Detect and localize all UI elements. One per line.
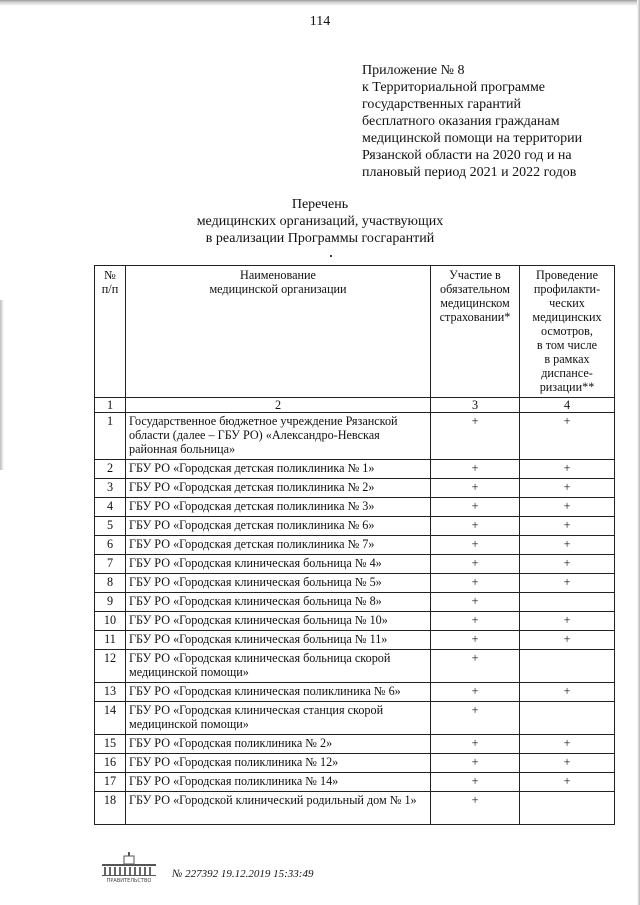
annex-line: плановый период 2021 и 2022 годов — [362, 165, 577, 180]
header-name-line: Наименование — [240, 268, 316, 282]
row-num: 5 — [95, 517, 126, 536]
index-cell: 3 — [431, 398, 520, 413]
row-org-name: ГБУ РО «Городская детская поликлиника № 2» — [126, 479, 431, 498]
row-oms-mark: + — [431, 702, 520, 735]
header-prof-line: в рамках — [544, 352, 590, 366]
row-num: 9 — [95, 593, 126, 612]
list-title-line: в реализации Программы госгарантий — [205, 231, 435, 246]
table-row — [95, 460, 615, 479]
row-prof-mark: + — [520, 413, 615, 460]
list-title-line: Перечень — [291, 197, 349, 212]
header-oms — [431, 266, 520, 398]
row-oms-mark: + — [431, 631, 520, 650]
row-oms-mark: + — [431, 612, 520, 631]
row-prof-mark: + — [520, 517, 615, 536]
header-name-line: медицинской организации — [209, 282, 347, 296]
row-num: 6 — [95, 536, 126, 555]
row-num: 11 — [95, 631, 126, 650]
header-prof-line: диспансе- — [541, 366, 593, 380]
row-org-name: ГБУ РО «Городская клиническая больница № 5» — [126, 574, 431, 593]
annex-line: медицинской помощи на территории — [362, 131, 583, 146]
document-stamp: № 227392 19.12.2019 15:33:49 — [172, 868, 314, 880]
row-org-name: ГБУ РО «Городская детская поликлиника № 6» — [126, 517, 431, 536]
row-num: 12 — [95, 650, 126, 683]
row-org-name: ГБУ РО «Городская поликлиника № 2» — [126, 735, 431, 754]
table-row — [95, 773, 615, 792]
row-prof-mark: + — [520, 536, 615, 555]
row-org-name: ГБУ РО «Городская клиническая больница № 8» — [126, 593, 431, 612]
annex-line: Рязанской области на 2020 год и на — [362, 148, 572, 163]
header-oms-line: обязательном — [440, 282, 510, 296]
row-org-name: ГБУ РО «Городская поликлиника № 12» — [126, 754, 431, 773]
table-row — [95, 754, 615, 773]
row-oms-mark: + — [431, 555, 520, 574]
annex-line: к Территориальной программе — [362, 80, 546, 95]
row-num: 10 — [95, 612, 126, 631]
header-prof-line: профилакти- — [533, 282, 601, 296]
row-prof-mark: + — [520, 555, 615, 574]
table-row — [95, 702, 615, 735]
table-row — [95, 517, 615, 536]
row-num: 13 — [95, 683, 126, 702]
logo-caption: ПРАВИТЕЛЬСТВО — [106, 878, 152, 884]
header-oms-line: медицинском — [440, 296, 510, 310]
index-cell: 2 — [126, 398, 431, 413]
row-org-name: ГБУ РО «Городская поликлиника № 14» — [126, 773, 431, 792]
table-row — [95, 631, 615, 650]
header-prof — [520, 266, 615, 398]
row-oms-mark: + — [431, 735, 520, 754]
row-org-name: Государственное бюджетное учреждение Рязанской области (далее – ГБУ РО) «Александро-Невская районная больница» — [126, 413, 431, 460]
header-prof-line: Проведение — [536, 268, 598, 282]
row-prof-mark: + — [520, 574, 615, 593]
row-org-name: ГБУ РО «Городская клиническая больница скорой медицинской помощи» — [126, 650, 431, 683]
row-prof-mark: + — [520, 683, 615, 702]
row-num: 7 — [95, 555, 126, 574]
row-org-name: ГБУ РО «Городская клиническая поликлиника № 6» — [126, 683, 431, 702]
header-prof-line: в том числе — [536, 338, 598, 352]
scan-mark-left — [0, 300, 4, 470]
table-index-row — [95, 398, 615, 413]
row-prof-mark — [520, 792, 615, 825]
header-oms-line: Участие в — [449, 268, 501, 282]
row-oms-mark: + — [431, 574, 520, 593]
index-cell: 4 — [520, 398, 615, 413]
table-header-row — [95, 266, 615, 398]
row-num: 15 — [95, 735, 126, 754]
table-row — [95, 413, 615, 460]
row-org-name: ГБУ РО «Городская детская поликлиника № 1» — [126, 460, 431, 479]
header-prof-line: ризации** — [539, 380, 595, 394]
header-prof-line: осмотров, — [541, 324, 593, 338]
table-row — [95, 593, 615, 612]
table-row — [95, 498, 615, 517]
row-prof-mark: + — [520, 735, 615, 754]
organizations-table — [94, 265, 615, 825]
index-cell: 1 — [95, 398, 126, 413]
footer — [94, 852, 394, 888]
row-prof-mark: + — [520, 773, 615, 792]
header-num-line: № — [104, 268, 116, 282]
table-row — [95, 683, 615, 702]
row-oms-mark: + — [431, 498, 520, 517]
header-num-line: п/п — [101, 282, 119, 296]
row-org-name: ГБУ РО «Городская клиническая больница № 11» — [126, 631, 431, 650]
list-title — [0, 196, 640, 247]
header-name — [126, 266, 431, 398]
scan-dot — [330, 255, 332, 257]
page-number: 114 — [309, 14, 331, 29]
row-oms-mark: + — [431, 413, 520, 460]
annex-line: бесплатного оказания гражданам — [362, 114, 560, 129]
row-oms-mark: + — [431, 536, 520, 555]
row-org-name: ГБУ РО «Городская детская поликлиника № 3» — [126, 498, 431, 517]
row-num: 14 — [95, 702, 126, 735]
row-prof-mark — [520, 702, 615, 735]
table-row — [95, 574, 615, 593]
row-prof-mark: + — [520, 612, 615, 631]
row-oms-mark: + — [431, 650, 520, 683]
row-num: 2 — [95, 460, 126, 479]
row-prof-mark — [520, 650, 615, 683]
annex-line: государственных гарантий — [362, 97, 521, 112]
row-org-name: ГБУ РО «Городская клиническая станция скорой медицинской помощи» — [126, 702, 431, 735]
header-num — [95, 266, 126, 398]
row-num: 16 — [95, 754, 126, 773]
table-row — [95, 792, 615, 825]
table-row — [95, 536, 615, 555]
row-num: 17 — [95, 773, 126, 792]
row-prof-mark: + — [520, 754, 615, 773]
row-num: 1 — [95, 413, 126, 460]
row-prof-mark: + — [520, 460, 615, 479]
row-org-name: ГБУ РО «Городская клиническая больница № 10» — [126, 612, 431, 631]
row-oms-mark: + — [431, 460, 520, 479]
government-building-logo — [100, 852, 158, 884]
row-oms-mark: + — [431, 517, 520, 536]
header-oms-line: страховании* — [439, 310, 511, 324]
row-prof-mark: + — [520, 498, 615, 517]
table-row — [95, 612, 615, 631]
row-org-name: ГБУ РО «Городская детская поликлиника № 7» — [126, 536, 431, 555]
row-org-name: ГБУ РО «Городской клинический родильный дом № 1» — [126, 792, 431, 825]
row-prof-mark — [520, 593, 615, 612]
row-prof-mark: + — [520, 479, 615, 498]
table-row — [95, 479, 615, 498]
table-row — [95, 735, 615, 754]
header-prof-line: ческих — [549, 296, 585, 310]
scan-edge-top — [0, 0, 640, 6]
table-row — [95, 650, 615, 683]
row-org-name: ГБУ РО «Городская клиническая больница № 4» — [126, 555, 431, 574]
table-row — [95, 555, 615, 574]
row-num: 18 — [95, 792, 126, 825]
row-oms-mark: + — [431, 792, 520, 825]
row-oms-mark: + — [431, 773, 520, 792]
row-num: 3 — [95, 479, 126, 498]
row-prof-mark: + — [520, 631, 615, 650]
row-oms-mark: + — [431, 754, 520, 773]
row-oms-mark: + — [431, 593, 520, 612]
header-prof-line: медицинских — [532, 310, 602, 324]
row-oms-mark: + — [431, 479, 520, 498]
annex-line: Приложение № 8 — [362, 63, 465, 78]
annex-block — [362, 62, 632, 181]
list-title-line: медицинских организаций, участвующих — [196, 214, 444, 229]
row-oms-mark: + — [431, 683, 520, 702]
row-num: 4 — [95, 498, 126, 517]
row-num: 8 — [95, 574, 126, 593]
